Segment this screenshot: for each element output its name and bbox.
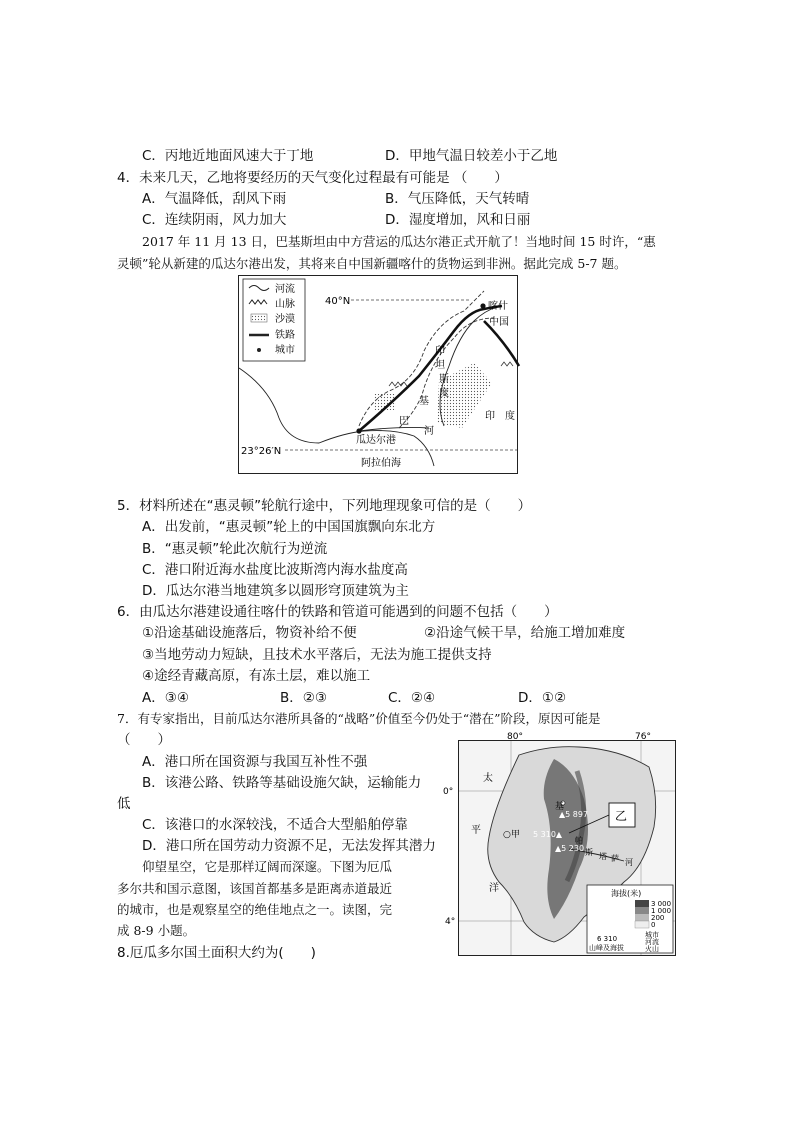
- city-jia-label: ○甲: [503, 830, 520, 840]
- q4-option-b: B．气压降低，天气转晴: [385, 191, 530, 207]
- passage2-line1: 仰望星空，它是那样辽阔而深邃。下图为厄瓜: [142, 859, 393, 874]
- pakistan-char-2: 坦: [435, 360, 445, 371]
- q7-option-b-line2: 低: [117, 796, 131, 812]
- legend-level-200: 200: [651, 914, 665, 922]
- gwadar-city: [356, 428, 361, 433]
- china-label: 中国: [489, 317, 509, 328]
- q5-option-a: A．出发前，“惠灵顿”轮上的中国国旗飘向东北方: [142, 519, 436, 535]
- river-char-5: 河: [625, 858, 633, 867]
- q5-option-d: D．瓜达尔港当地建筑多以圆形穹顶建筑为主: [142, 583, 409, 599]
- legend-city-label: 城市: [645, 931, 659, 939]
- q6-item-3: ③当地劳动力短缺，且技术水平落后，无法为施工提供支持: [142, 647, 492, 663]
- arabian-sea-label: 阿拉伯海: [361, 458, 401, 469]
- q4-option-c: C．连续阴雨，风力加大: [142, 212, 287, 228]
- q6-item-1: ①沿途基础设施落后，物资补给不便: [142, 625, 357, 641]
- river-char-1: 帕: [575, 836, 583, 845]
- legend-desert-label: 沙漠: [275, 314, 295, 325]
- q3-option-c: C．丙地近地面风速大于丁地: [142, 148, 314, 164]
- india-label: 印 度: [485, 411, 515, 422]
- kashgar-city: [480, 303, 485, 308]
- q7-option-d: D．港口所在国劳动力资源不足，无法发挥其潜力: [142, 838, 436, 854]
- q7-stem: 7．有专家指出，目前瓜达尔港所具备的“战略”价值至今仍处于“潜在”阶段，原因可能是: [117, 711, 601, 726]
- passage1-line1: 2017 年 11 月 13 日，巴基斯坦由中方营运的瓜达尔港正式开航了！当地时间 15 时许，“惠: [142, 234, 656, 249]
- city-ji-label: 基: [555, 802, 565, 812]
- peak-5310: 5 310▲: [533, 830, 563, 839]
- q8-stem: 8.厄瓜多尔国土面积大约为( ): [117, 945, 316, 961]
- railway-line: [359, 306, 502, 431]
- legend-peak-label: 山峰及海拔: [589, 944, 624, 952]
- legend-mountain-label: 山脉: [275, 299, 295, 310]
- city-legend-icon: [257, 348, 261, 352]
- q6-item-2: ②沿途气候干旱，给施工增加难度: [424, 625, 626, 641]
- ecuador-map: [443, 732, 676, 956]
- legend-peak-value: 6 310: [597, 935, 618, 943]
- kashgar-label: 喀什: [488, 301, 508, 312]
- legend-level-3000: 3 000: [651, 900, 672, 908]
- legend-level-0: 0: [651, 921, 656, 929]
- q4-stem: 4．未来几天，乙地将要经历的天气变化过程最有可能是 （ ）: [117, 170, 508, 186]
- passage2-line4: 成 8-9 小题。: [117, 923, 196, 938]
- legend-city-label: 城市: [275, 345, 295, 356]
- q5-option-c: C．港口附近海水盐度比波斯湾内海水盐度高: [142, 562, 408, 578]
- legend-railway-label: 铁路: [275, 330, 295, 341]
- q4-option-a: A．气温降低，刮风下雨: [142, 191, 287, 207]
- desert-legend-icon: [251, 314, 267, 322]
- legend-river-label: 河流: [645, 938, 659, 946]
- ocean-char-ping: 平: [471, 825, 481, 836]
- indus-river-char: 河: [424, 426, 434, 437]
- river-char-4: 萨: [611, 854, 619, 863]
- lon-80-label: 80°: [507, 732, 523, 742]
- q7-option-b-line1: B．该港公路、铁路等基础设施欠缺，运输能力: [142, 775, 422, 791]
- passage2-line2: 多尔共和国示意图，该国首都基多是距离赤道最近: [117, 881, 393, 896]
- label-yi: 乙: [615, 809, 628, 823]
- pakistan-char-1: 印: [435, 346, 445, 357]
- ocean-char-tai: 太: [483, 773, 493, 784]
- peak-5897: ▲5 897: [559, 810, 589, 819]
- ocean-char-yang: 洋: [489, 883, 499, 894]
- lat-4-label: 4°: [445, 917, 456, 927]
- gwadar-map: [238, 275, 518, 474]
- pakistan-char-ba: 巴: [399, 416, 409, 427]
- q6-option-b: B．②③: [280, 690, 327, 706]
- q6-option-d: D．①②: [518, 690, 567, 706]
- legend-elevation-title: 海拔(米): [611, 889, 642, 898]
- q6-stem: 6．由瓜达尔港建设通往喀什的铁路和管道可能遇到的问题不包括（ ）: [117, 604, 558, 620]
- legend-volcano-label: 火山: [645, 945, 659, 953]
- pakistan-char-3: 斯: [439, 374, 449, 385]
- pakistan-char-ji: 基: [419, 396, 429, 407]
- passage2-line3: 的城市，也是观察星空的绝佳地点之一。读图，完: [117, 902, 393, 917]
- passage1-line2: 灵顿”轮从新建的瓜达尔港出发，其将来自中国新疆喀什的货物运到非洲。据此完成 5-7 题。: [117, 256, 627, 271]
- q7-option-a: A．港口所在国资源与我国互补性不强: [142, 754, 368, 770]
- gwadar-label: 瓜达尔港: [356, 435, 396, 446]
- q5-stem: 5．材料所述在“惠灵顿”轮航行途中，下列地理现象可信的是（ ）: [117, 498, 532, 514]
- q6-option-c: C．②④: [388, 690, 436, 706]
- river-char-2: 斯: [585, 848, 593, 857]
- q6-option-a: A．③④: [142, 690, 189, 706]
- q3-option-d: D．甲地气温日较差小于乙地: [385, 148, 558, 164]
- legend-level-1000: 1 000: [651, 907, 672, 915]
- lat-tropic-label: 23°26′N: [241, 446, 282, 457]
- lat-0-label: 0°: [443, 787, 454, 797]
- legend-river-label: 河流: [275, 284, 295, 295]
- pakistan-char-4: 度: [439, 388, 449, 399]
- peak-5230: ▲5 230: [555, 844, 585, 853]
- q6-item-4: ④途经青藏高原，有冻土层，难以施工: [142, 668, 371, 684]
- q5-option-b: B．“惠灵顿”轮此次航行为逆流: [142, 541, 328, 557]
- q4-option-d: D．湿度增加，风和日丽: [385, 212, 531, 228]
- lat-40n-label: 40°N: [325, 296, 351, 307]
- q7-option-c: C．该港口的水深较浅，不适合大型船舶停靠: [142, 817, 408, 833]
- q7-paren: （ ）: [117, 732, 171, 748]
- river-char-3: 塔: [599, 852, 607, 861]
- lon-76-label: 76°: [635, 732, 651, 742]
